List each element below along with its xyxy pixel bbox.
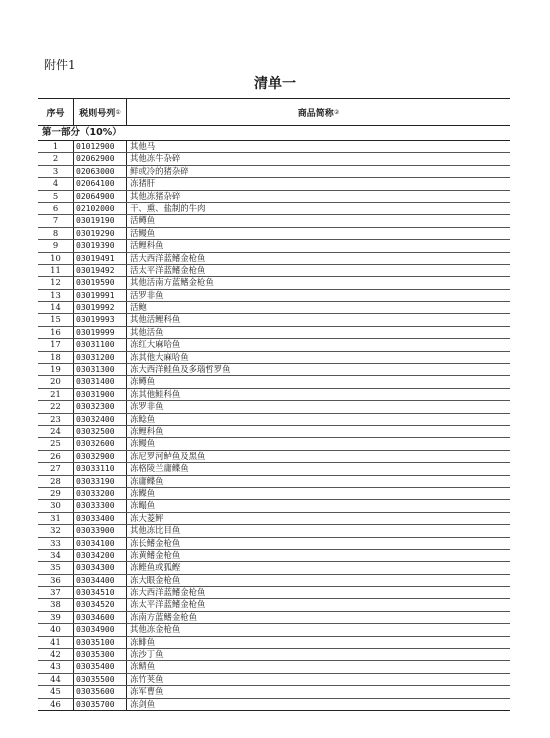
row-seq: 38 [50, 599, 61, 610]
row-code: 03032900 [73, 451, 127, 462]
row-name: 冻南方蓝鳍金枪鱼 [130, 611, 197, 622]
row-name: 冻大眼金枪鱼 [130, 574, 181, 585]
row-name: 冻猪肝 [130, 178, 156, 189]
row-name: 冻鲱鱼 [130, 636, 156, 647]
table-row [38, 364, 510, 376]
row-name: 冻大西洋鲑鱼及多瑙哲罗鱼 [130, 364, 231, 375]
row-seq: 33 [50, 537, 61, 548]
row-name: 活鲍 [130, 302, 147, 313]
row-name: 其他活鲤科鱼 [130, 314, 181, 325]
table-row [38, 191, 510, 203]
row-code: 03035100 [73, 637, 127, 648]
row-name: 冻太平洋蓝鳍金枪鱼 [130, 599, 206, 610]
row-name: 其他马 [130, 141, 156, 151]
row-code: 03019491 [73, 253, 127, 264]
row-code: 02064100 [73, 178, 127, 189]
row-code: 03033110 [73, 463, 127, 474]
row-seq: 34 [50, 549, 61, 560]
row-seq: 18 [50, 351, 61, 362]
row-seq: 14 [50, 302, 61, 313]
row-name: 活大西洋蓝鳍金枪鱼 [130, 252, 206, 263]
header-code-label: 税则号列 [79, 108, 116, 119]
table-row [38, 277, 510, 289]
table-row [38, 451, 510, 463]
row-seq: 9 [52, 240, 59, 251]
table-row [38, 401, 510, 413]
row-code: 01012900 [73, 141, 127, 152]
row-code: 03019991 [73, 290, 127, 301]
row-code: 02062900 [73, 153, 127, 164]
row-seq: 23 [50, 413, 61, 424]
row-seq: 30 [50, 500, 61, 511]
table-row [38, 649, 510, 661]
row-name: 冻格陵兰庸鲽鱼 [130, 463, 189, 474]
row-code: 03033300 [73, 500, 127, 511]
row-seq: 26 [50, 450, 61, 461]
row-code: 03034520 [73, 599, 127, 610]
row-name: 鲜或冷的猪杂碎 [130, 165, 189, 176]
row-name: 其他活鱼 [130, 326, 164, 337]
row-code: 03032300 [73, 401, 127, 412]
table-row [38, 215, 510, 227]
row-code: 03035700 [73, 699, 127, 710]
row-code: 03019390 [73, 240, 127, 251]
table-body [38, 141, 510, 711]
row-seq: 41 [50, 636, 61, 647]
row-name: 冻庸鲽鱼 [130, 475, 164, 486]
row-seq: 17 [50, 339, 61, 350]
table-row [38, 414, 510, 426]
row-name: 冻鲽鱼 [130, 487, 156, 498]
row-code: 03032400 [73, 414, 127, 425]
row-seq: 15 [50, 314, 61, 325]
row-code: 03019992 [73, 302, 127, 313]
row-name: 冻鲤科鱼 [130, 425, 164, 436]
table-row [38, 637, 510, 649]
row-name: 冻大菱鲆 [130, 512, 164, 523]
header-code [73, 99, 127, 125]
table-row [38, 314, 510, 326]
row-seq: 42 [50, 649, 61, 660]
table-row [38, 587, 510, 599]
table-row [38, 327, 510, 339]
row-seq: 11 [50, 264, 61, 275]
table-row [38, 339, 510, 351]
table-row [38, 525, 510, 537]
row-seq: 19 [50, 364, 61, 375]
row-code: 03034510 [73, 587, 127, 598]
row-seq: 8 [52, 227, 59, 238]
row-seq: 27 [50, 463, 61, 474]
table-row [38, 141, 510, 153]
row-name: 其他冻金枪鱼 [130, 624, 181, 635]
row-code: 03031400 [73, 376, 127, 387]
row-code: 02102000 [73, 203, 127, 214]
table-row [38, 290, 510, 302]
row-name: 冻鳎鱼 [130, 500, 156, 511]
table-row [38, 699, 510, 711]
row-code: 02063000 [73, 166, 127, 177]
row-seq: 5 [52, 190, 59, 201]
row-code: 03031200 [73, 352, 127, 363]
table-row [38, 562, 510, 574]
row-name: 其他冻牛杂碎 [130, 153, 181, 164]
table-row [38, 178, 510, 190]
table-row [38, 302, 510, 314]
page-title: 清单一 [254, 76, 296, 92]
row-seq: 7 [52, 215, 59, 226]
row-code: 03019590 [73, 277, 127, 288]
row-code: 03031900 [73, 389, 127, 400]
row-seq: 45 [50, 686, 61, 697]
header-name-label: 商品简称 [297, 108, 334, 119]
row-code: 03034300 [73, 562, 127, 573]
row-code: 03033400 [73, 513, 127, 524]
row-name: 冻鳟鱼 [130, 376, 156, 387]
header-name [127, 99, 510, 125]
row-seq: 1 [52, 141, 59, 151]
table-row [38, 203, 510, 215]
row-code: 03035300 [73, 649, 127, 660]
row-code: 03035600 [73, 686, 127, 697]
table-row [38, 661, 510, 673]
row-name: 冻其他鲑科鱼 [130, 388, 181, 399]
row-seq: 43 [50, 661, 61, 672]
table-row [38, 500, 510, 512]
section-heading: 第一部分（10%） [38, 126, 510, 141]
row-name: 冻大西洋蓝鳍金枪鱼 [130, 587, 206, 598]
row-name: 干、熏、盐制的牛肉 [130, 202, 206, 213]
table-row [38, 389, 510, 401]
tariff-table [38, 98, 510, 711]
row-name: 冻鲶鱼 [130, 413, 156, 424]
header-name-note: ② [333, 108, 340, 116]
row-name: 冻军曹鱼 [130, 686, 164, 697]
table-row [38, 240, 510, 252]
row-code: 03033200 [73, 488, 127, 499]
row-name: 冻其他大麻哈鱼 [130, 351, 189, 362]
row-code: 03034100 [73, 538, 127, 549]
table-row [38, 438, 510, 450]
table-row [38, 624, 510, 636]
row-code: 03019492 [73, 265, 127, 276]
row-seq: 13 [50, 289, 61, 300]
table-row [38, 513, 510, 525]
row-code: 03032500 [73, 426, 127, 437]
row-seq: 44 [50, 673, 61, 684]
row-name: 冻鲣鱼或狐鲣 [130, 562, 181, 573]
row-code: 03035500 [73, 674, 127, 685]
row-code: 03034600 [73, 612, 127, 623]
row-name: 活太平洋蓝鳍金枪鱼 [130, 264, 206, 275]
row-seq: 28 [50, 475, 61, 486]
row-name: 冻竹荚鱼 [130, 673, 164, 684]
table-row [38, 153, 510, 165]
row-seq: 16 [50, 326, 61, 337]
row-seq: 46 [50, 698, 61, 709]
row-code: 03031100 [73, 339, 127, 350]
row-seq: 29 [50, 487, 61, 498]
row-name: 活鳗鱼 [130, 227, 156, 238]
row-seq: 40 [50, 624, 61, 635]
row-name: 活鳟鱼 [130, 215, 156, 226]
row-code: 03034400 [73, 575, 127, 586]
row-code: 03035400 [73, 661, 127, 672]
table-row [38, 265, 510, 277]
table-row [38, 228, 510, 240]
row-seq: 37 [50, 587, 61, 598]
table-header [38, 98, 510, 126]
table-row [38, 166, 510, 178]
table-row [38, 376, 510, 388]
row-name: 冻鳗鱼 [130, 438, 156, 449]
table-row [38, 426, 510, 438]
table-row [38, 352, 510, 364]
table-row [38, 674, 510, 686]
row-name: 冻罗非鱼 [130, 401, 164, 412]
row-seq: 21 [50, 388, 61, 399]
row-seq: 10 [50, 252, 61, 263]
row-seq: 31 [50, 512, 61, 523]
row-code: 03034900 [73, 624, 127, 635]
table-row [38, 575, 510, 587]
table-row [38, 612, 510, 624]
row-code: 03031300 [73, 364, 127, 375]
table-row [38, 550, 510, 562]
row-code: 03033190 [73, 476, 127, 487]
row-name: 其他活南方蓝鳍金枪鱼 [130, 277, 214, 288]
row-seq: 2 [52, 153, 59, 164]
row-seq: 24 [50, 425, 61, 436]
row-code: 03033900 [73, 525, 127, 536]
row-name: 冻沙丁鱼 [130, 649, 164, 660]
row-name: 活鲤科鱼 [130, 240, 164, 251]
row-name: 冻黄鳍金枪鱼 [130, 549, 181, 560]
row-code: 03019190 [73, 215, 127, 226]
row-seq: 4 [52, 178, 59, 189]
table-row [38, 538, 510, 550]
row-name: 其他冻猪杂碎 [130, 190, 181, 201]
attachment-label: 附件1 [44, 58, 76, 72]
row-name: 冻尼罗河鲈鱼及黑鱼 [130, 450, 206, 461]
row-seq: 32 [50, 525, 61, 536]
row-seq: 39 [50, 611, 61, 622]
header-code-note: ① [115, 108, 121, 116]
table-row [38, 463, 510, 475]
row-name: 冻红大麻哈鱼 [130, 339, 181, 350]
header-seq: 序号 [46, 108, 65, 119]
row-seq: 36 [50, 574, 61, 585]
row-seq: 20 [50, 376, 61, 387]
table-row [38, 599, 510, 611]
row-seq: 35 [50, 562, 61, 573]
table-row [38, 476, 510, 488]
row-name: 其他冻比目鱼 [130, 525, 181, 536]
row-code: 03034200 [73, 550, 127, 561]
row-seq: 6 [52, 202, 59, 213]
row-name: 活罗非鱼 [130, 289, 164, 300]
row-code: 03019993 [73, 314, 127, 325]
row-seq: 12 [50, 277, 61, 288]
row-name: 冻鲭鱼 [130, 661, 156, 672]
row-seq: 25 [50, 438, 61, 449]
row-code: 02064900 [73, 191, 127, 202]
table-row [38, 488, 510, 500]
table-row [38, 686, 510, 698]
row-code: 03032600 [73, 438, 127, 449]
row-code: 03019999 [73, 327, 127, 338]
row-name: 冻长鳍金枪鱼 [130, 537, 181, 548]
row-code: 03019290 [73, 228, 127, 239]
row-seq: 3 [52, 165, 59, 176]
table-row [38, 253, 510, 265]
row-name: 冻剑鱼 [130, 698, 156, 709]
row-seq: 22 [50, 401, 61, 412]
